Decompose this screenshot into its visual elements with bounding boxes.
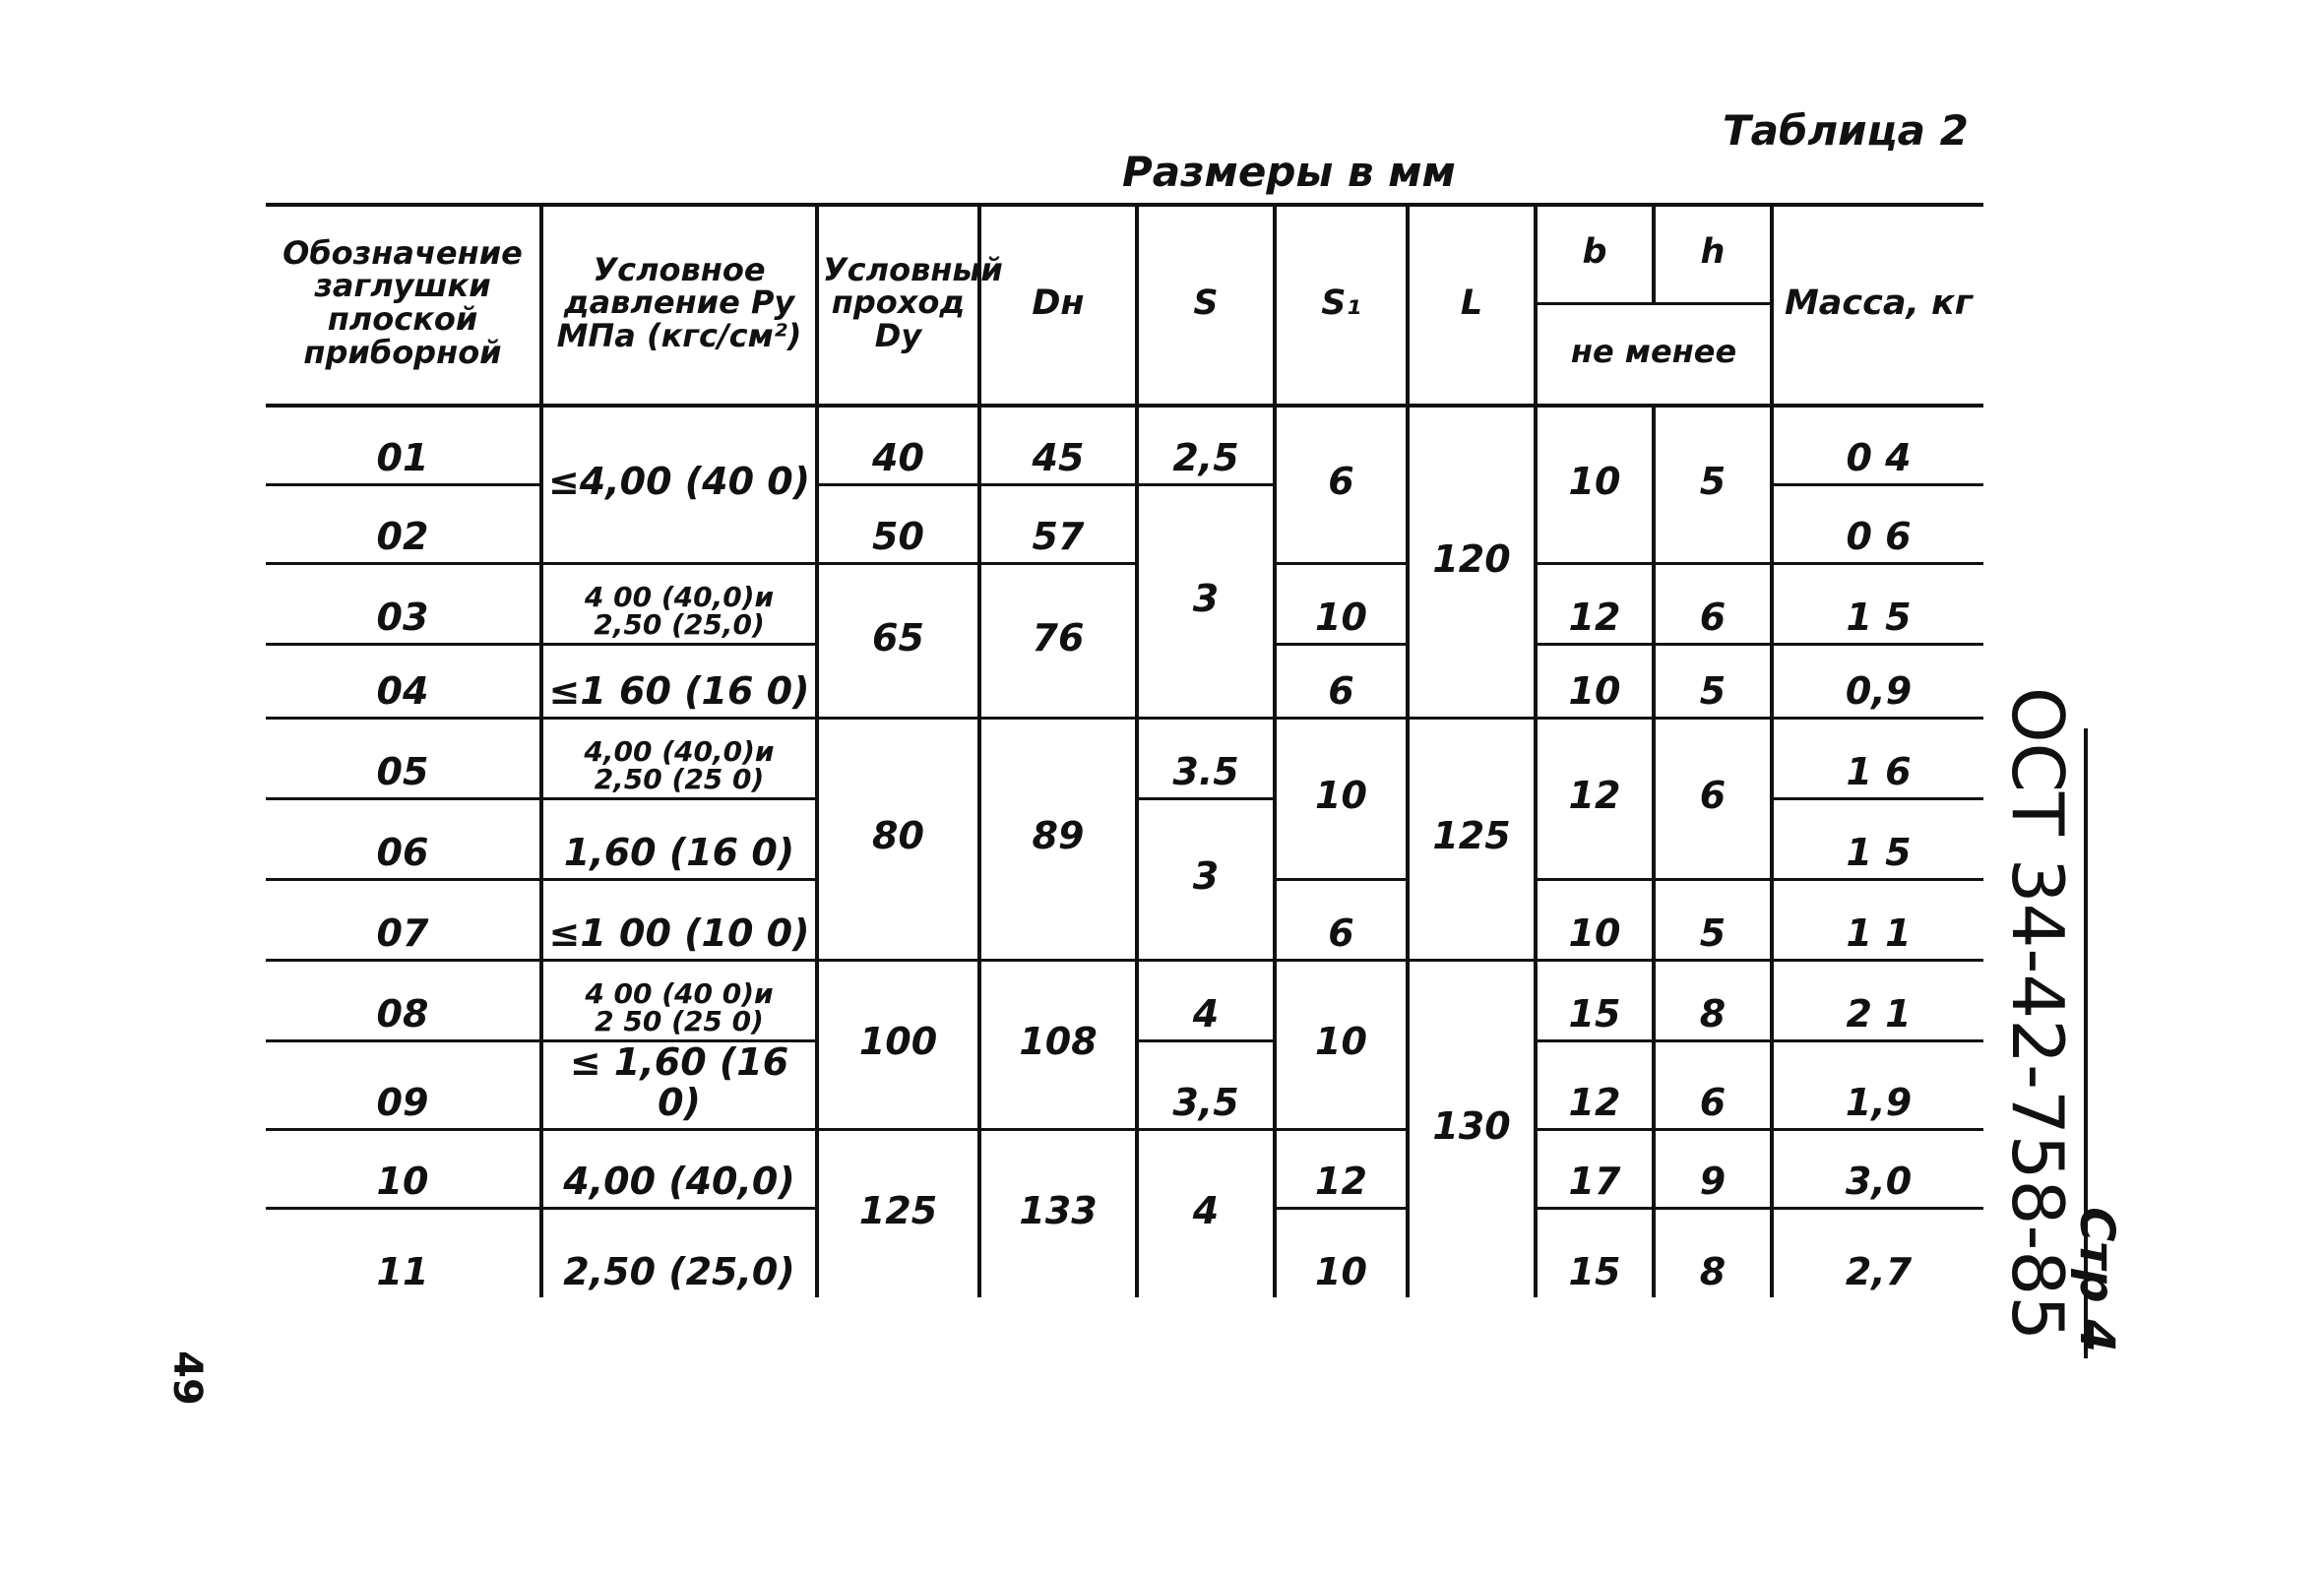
row-05-designation: 05	[266, 718, 541, 798]
row-11-b: 15	[1536, 1209, 1654, 1297]
header-designation: Обозначение заглушки плоской приборной	[266, 205, 541, 406]
row-06-pressure: 1,60 (16 0)	[541, 798, 817, 879]
row-09-s: 3,5	[1137, 1040, 1275, 1130]
row-07-pressure: ≤1 00 (10 0)	[541, 879, 817, 960]
row-02-04-s: 3	[1137, 484, 1275, 718]
row-09-h: 6	[1654, 1040, 1772, 1130]
row-03-04-dn: 76	[979, 563, 1137, 718]
row-01-02-b: 10	[1536, 406, 1654, 563]
row-11-mass: 2,7	[1772, 1209, 1983, 1297]
row-04-h: 5	[1654, 644, 1772, 718]
row-03-s1: 10	[1275, 563, 1408, 644]
row-09-b: 12	[1536, 1040, 1654, 1130]
row-04-b: 10	[1536, 644, 1654, 718]
row-05-mass: 1 6	[1772, 718, 1983, 798]
row-03-04-dy: 65	[817, 563, 979, 718]
page-number: 49	[164, 1350, 210, 1406]
header-pressure: Условное давление Ру МПа (кгс/см²)	[541, 205, 817, 406]
row-07-s1: 6	[1275, 879, 1408, 960]
row-01-mass: 0 4	[1772, 406, 1983, 484]
row-08-pressure	[541, 960, 817, 1040]
row-08-09-s1: 10	[1275, 960, 1408, 1130]
row-03-h: 6	[1654, 563, 1772, 644]
row-06-designation: 06	[266, 798, 541, 879]
header-l: L	[1408, 205, 1536, 406]
header-b: b	[1536, 205, 1654, 303]
row-05-pressure-line-2: 2,50 (25 0)	[594, 762, 765, 795]
row-05-pressure-line-1: 4,00 (40,0)и	[584, 734, 775, 768]
dimensions-table	[266, 203, 1983, 1297]
header-not-less: не менее	[1536, 303, 1772, 406]
row-07-h: 5	[1654, 879, 1772, 960]
header-mass: Масса, кг	[1772, 205, 1983, 406]
row-11-h: 8	[1654, 1209, 1772, 1297]
row-01-02-pressure: ≤4,00 (40 0)	[541, 406, 817, 563]
row-08-11-l: 130	[1408, 960, 1536, 1297]
row-01-dn: 45	[979, 406, 1137, 484]
row-07-mass: 1 1	[1772, 879, 1983, 960]
row-04-s1: 6	[1275, 644, 1408, 718]
row-09-pressure: ≤ 1,60 (16 0)	[541, 1040, 817, 1130]
row-03-b: 12	[1536, 563, 1654, 644]
header-dn: Dн	[979, 205, 1137, 406]
header-h: h	[1654, 205, 1772, 303]
row-06-07-s: 3	[1137, 798, 1275, 960]
row-01-02-h: 5	[1654, 406, 1772, 563]
row-06-mass: 1 5	[1772, 798, 1983, 879]
row-05-s: 3.5	[1137, 718, 1275, 798]
row-08-s: 4	[1137, 960, 1275, 1040]
row-08-pressure-line-1: 4 00 (40 0)и	[585, 976, 774, 1010]
row-09-designation: 09	[266, 1040, 541, 1130]
row-01-dy: 40	[817, 406, 979, 484]
row-05-07-dn: 89	[979, 718, 1137, 960]
row-10-11-dy: 125	[817, 1130, 979, 1297]
row-03-pressure-line-1: 4 00 (40,0)и	[584, 580, 775, 613]
row-04-pressure: ≤1 60 (16 0)	[541, 644, 817, 718]
row-10-11-s: 4	[1137, 1130, 1275, 1297]
row-08-09-dy: 100	[817, 960, 979, 1130]
row-08-mass: 2 1	[1772, 960, 1983, 1040]
row-05-06-s1: 10	[1275, 718, 1408, 879]
row-02-designation: 02	[266, 484, 541, 563]
row-05-06-b: 12	[1536, 718, 1654, 879]
row-01-02-s1: 6	[1275, 406, 1408, 563]
row-02-dy: 50	[817, 484, 979, 563]
row-09-mass: 1,9	[1772, 1040, 1983, 1130]
row-04-designation: 04	[266, 644, 541, 718]
row-08-pressure-line-2: 2 50 (25 0)	[595, 1004, 764, 1037]
header-nominal-bore: Условный проход Dу	[817, 205, 979, 406]
row-08-h: 8	[1654, 960, 1772, 1040]
row-11-designation: 11	[266, 1209, 541, 1297]
row-05-07-dy: 80	[817, 718, 979, 960]
header-s1: S₁	[1275, 205, 1408, 406]
table-title: Таблица 2	[1723, 106, 1969, 155]
row-01-designation: 01	[266, 406, 541, 484]
row-10-designation: 10	[266, 1130, 541, 1209]
row-08-b: 15	[1536, 960, 1654, 1040]
row-07-designation: 07	[266, 879, 541, 960]
row-05-pressure	[541, 718, 817, 798]
row-10-pressure: 4,00 (40,0)	[541, 1130, 817, 1209]
row-10-b: 17	[1536, 1130, 1654, 1209]
row-02-mass: 0 6	[1772, 484, 1983, 563]
row-03-designation: 03	[266, 563, 541, 644]
row-10-s1: 12	[1275, 1130, 1408, 1209]
header-s: S	[1137, 205, 1275, 406]
row-03-pressure-line-2: 2,50 (25,0)	[594, 607, 765, 641]
row-05-06-h: 6	[1654, 718, 1772, 879]
row-10-mass: 3,0	[1772, 1130, 1983, 1209]
row-10-h: 9	[1654, 1130, 1772, 1209]
doc-code-page: Стр 4	[2069, 1207, 2124, 1352]
row-01-04-l: 120	[1408, 406, 1536, 718]
row-10-11-dn: 133	[979, 1130, 1137, 1297]
row-03-pressure	[541, 563, 817, 644]
row-08-designation: 08	[266, 960, 541, 1040]
row-02-dn: 57	[979, 484, 1137, 563]
row-04-mass: 0,9	[1772, 644, 1983, 718]
units-label: Размеры в мм	[1122, 148, 1456, 196]
row-08-09-dn: 108	[979, 960, 1137, 1130]
row-07-b: 10	[1536, 879, 1654, 960]
row-05-07-l: 125	[1408, 718, 1536, 960]
row-11-s1: 10	[1275, 1209, 1408, 1297]
row-03-mass: 1 5	[1772, 563, 1983, 644]
doc-code: ОСТ 34-42-758-85	[1996, 686, 2079, 1342]
row-01-s: 2,5	[1137, 406, 1275, 484]
row-11-pressure: 2,50 (25,0)	[541, 1209, 817, 1297]
